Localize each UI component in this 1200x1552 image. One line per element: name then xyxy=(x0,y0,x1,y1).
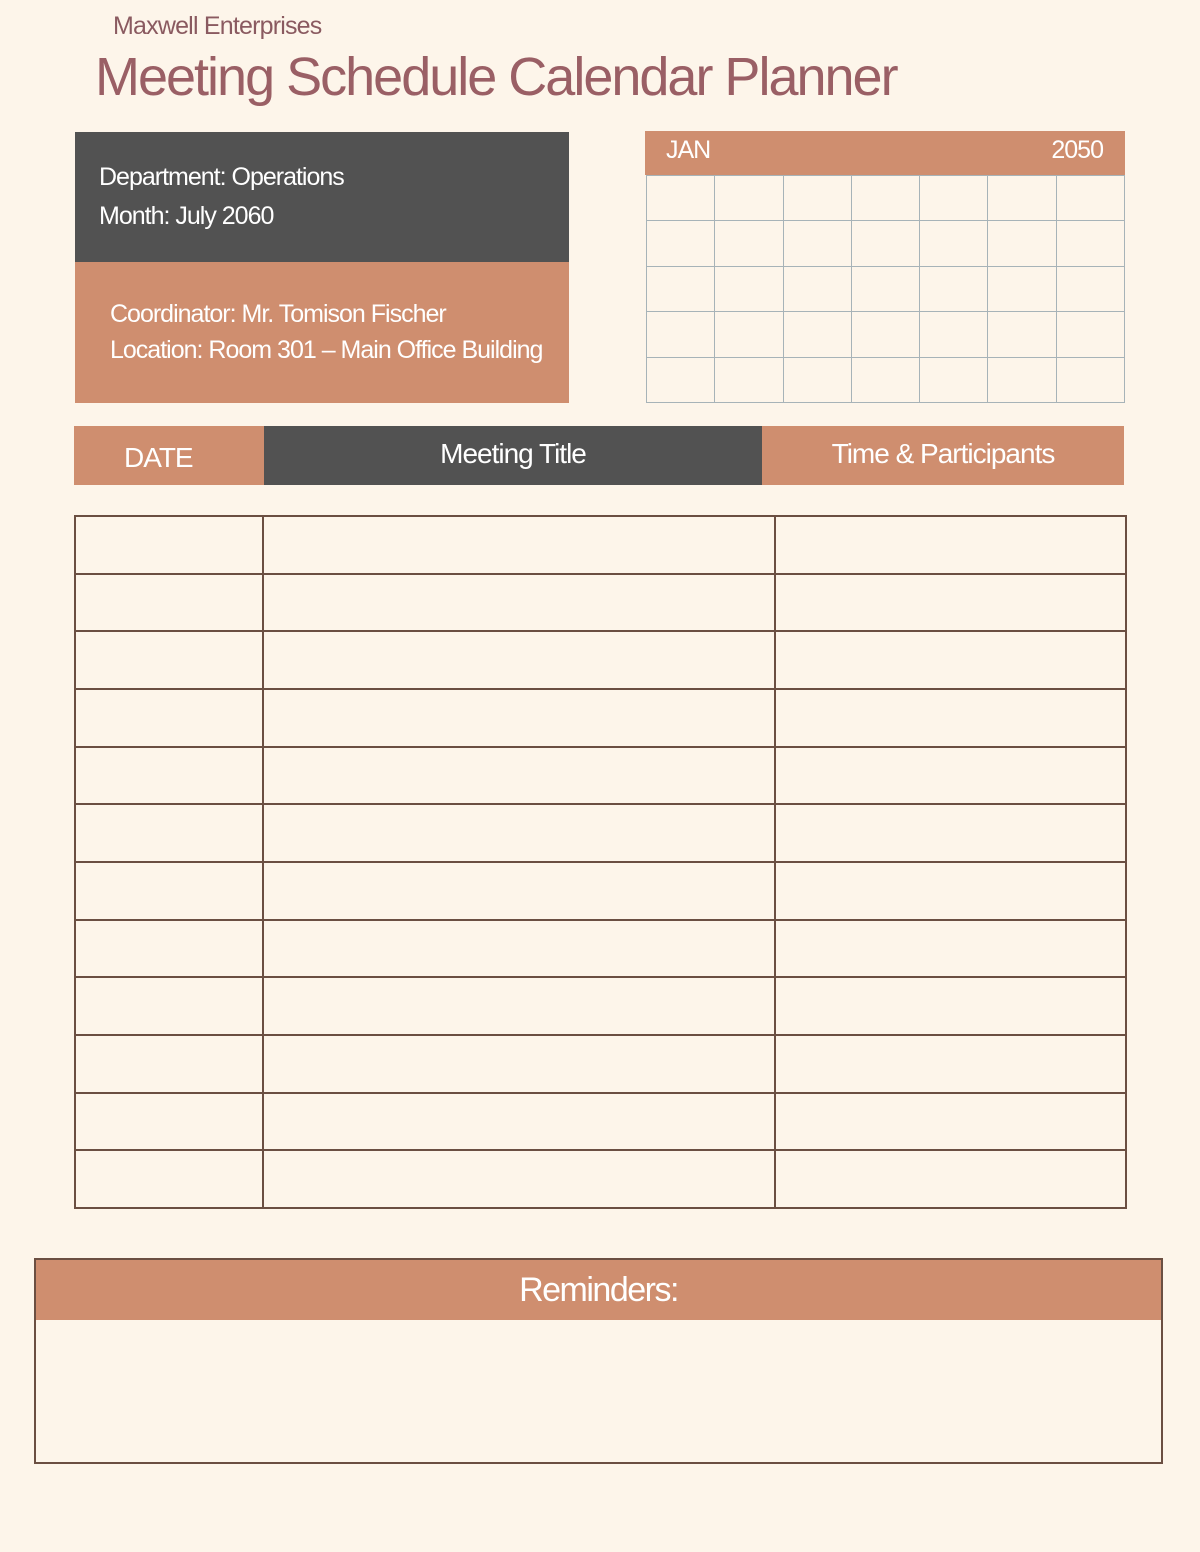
table-row xyxy=(75,804,1126,862)
calendar-cell[interactable] xyxy=(920,312,988,357)
calendar-cell[interactable] xyxy=(647,221,715,266)
date-cell[interactable] xyxy=(75,574,263,632)
calendar-cell[interactable] xyxy=(988,358,1056,403)
calendar-cell[interactable] xyxy=(647,267,715,312)
calendar-cell[interactable] xyxy=(1057,358,1125,403)
calendar-cell[interactable] xyxy=(1057,176,1125,221)
calendar-cell[interactable] xyxy=(715,221,783,266)
meeting-title-cell[interactable] xyxy=(263,631,775,689)
time-participants-cell[interactable] xyxy=(775,862,1126,920)
meeting-title-cell[interactable] xyxy=(263,689,775,747)
mini-calendar-header xyxy=(645,131,1125,175)
meeting-title-cell[interactable] xyxy=(263,1150,775,1208)
calendar-year: 2050 xyxy=(1051,136,1103,164)
meeting-title-cell[interactable] xyxy=(263,1035,775,1093)
table-row xyxy=(75,1150,1126,1208)
meeting-title-column-header: Meeting Title xyxy=(264,426,762,485)
calendar-cell[interactable] xyxy=(715,358,783,403)
calendar-cell[interactable] xyxy=(852,267,920,312)
time-participants-cell[interactable] xyxy=(775,689,1126,747)
table-row xyxy=(75,920,1126,978)
date-cell[interactable] xyxy=(75,631,263,689)
calendar-cell[interactable] xyxy=(715,176,783,221)
calendar-cell[interactable] xyxy=(988,221,1056,266)
coordinator-info-panel xyxy=(75,262,569,403)
table-row xyxy=(75,631,1126,689)
time-participants-cell[interactable] xyxy=(775,516,1126,574)
company-name: Maxwell Enterprises xyxy=(113,12,322,40)
date-cell[interactable] xyxy=(75,689,263,747)
coordinator-text: Coordinator: Mr. Tomison Fischer xyxy=(110,300,446,328)
date-cell[interactable] xyxy=(75,1150,263,1208)
mini-calendar-grid xyxy=(646,175,1125,403)
calendar-cell[interactable] xyxy=(784,267,852,312)
calendar-cell[interactable] xyxy=(647,176,715,221)
date-cell[interactable] xyxy=(75,920,263,978)
date-cell[interactable] xyxy=(75,1093,263,1151)
meeting-title-cell[interactable] xyxy=(263,516,775,574)
table-row xyxy=(75,1093,1126,1151)
meeting-title-cell[interactable] xyxy=(263,920,775,978)
table-row xyxy=(75,747,1126,805)
calendar-cell[interactable] xyxy=(1057,221,1125,266)
date-cell[interactable] xyxy=(75,862,263,920)
time-participants-cell[interactable] xyxy=(775,1093,1126,1151)
table-row xyxy=(75,862,1126,920)
schedule-table-header xyxy=(74,426,1124,485)
calendar-cell[interactable] xyxy=(715,312,783,357)
table-row xyxy=(75,689,1126,747)
date-cell[interactable] xyxy=(75,1035,263,1093)
reminders-header: Reminders: xyxy=(34,1258,1163,1322)
calendar-cell[interactable] xyxy=(784,176,852,221)
calendar-month: JAN xyxy=(666,136,711,164)
reminders-box[interactable] xyxy=(34,1320,1163,1464)
calendar-cell[interactable] xyxy=(1057,267,1125,312)
calendar-cell[interactable] xyxy=(920,176,988,221)
date-cell[interactable] xyxy=(75,804,263,862)
time-participants-cell[interactable] xyxy=(775,747,1126,805)
time-participants-cell[interactable] xyxy=(775,631,1126,689)
table-row xyxy=(75,574,1126,632)
calendar-cell[interactable] xyxy=(920,267,988,312)
location-text: Location: Room 301 – Main Office Building xyxy=(110,336,543,364)
calendar-cell[interactable] xyxy=(647,312,715,357)
time-participants-cell[interactable] xyxy=(775,1035,1126,1093)
calendar-cell[interactable] xyxy=(647,358,715,403)
meeting-title-cell[interactable] xyxy=(263,747,775,805)
schedule-table xyxy=(74,515,1127,1209)
table-row xyxy=(75,516,1126,574)
calendar-cell[interactable] xyxy=(852,358,920,403)
calendar-cell[interactable] xyxy=(784,312,852,357)
date-cell[interactable] xyxy=(75,516,263,574)
meeting-title-cell[interactable] xyxy=(263,862,775,920)
calendar-cell[interactable] xyxy=(920,221,988,266)
department-info-panel xyxy=(75,132,569,262)
date-column-header: DATE xyxy=(74,426,264,485)
calendar-cell[interactable] xyxy=(1057,312,1125,357)
date-cell[interactable] xyxy=(75,747,263,805)
meeting-title-cell[interactable] xyxy=(263,574,775,632)
time-participants-cell[interactable] xyxy=(775,920,1126,978)
meeting-title-cell[interactable] xyxy=(263,977,775,1035)
calendar-cell[interactable] xyxy=(784,358,852,403)
page-title: Meeting Schedule Calendar Planner xyxy=(95,47,897,107)
calendar-cell[interactable] xyxy=(852,176,920,221)
date-cell[interactable] xyxy=(75,977,263,1035)
department-text: Department: Operations xyxy=(99,163,344,191)
calendar-cell[interactable] xyxy=(852,221,920,266)
calendar-cell[interactable] xyxy=(715,267,783,312)
calendar-cell[interactable] xyxy=(988,267,1056,312)
time-participants-cell[interactable] xyxy=(775,1150,1126,1208)
calendar-cell[interactable] xyxy=(988,176,1056,221)
calendar-cell[interactable] xyxy=(920,358,988,403)
calendar-cell[interactable] xyxy=(852,312,920,357)
calendar-cell[interactable] xyxy=(784,221,852,266)
month-text: Month: July 2060 xyxy=(99,202,274,230)
calendar-cell[interactable] xyxy=(988,312,1056,357)
meeting-title-cell[interactable] xyxy=(263,804,775,862)
meeting-title-cell[interactable] xyxy=(263,1093,775,1151)
time-participants-cell[interactable] xyxy=(775,804,1126,862)
time-participants-cell[interactable] xyxy=(775,977,1126,1035)
table-row xyxy=(75,1035,1126,1093)
table-row xyxy=(75,977,1126,1035)
time-participants-cell[interactable] xyxy=(775,574,1126,632)
time-participants-column-header: Time & Participants xyxy=(762,426,1124,485)
